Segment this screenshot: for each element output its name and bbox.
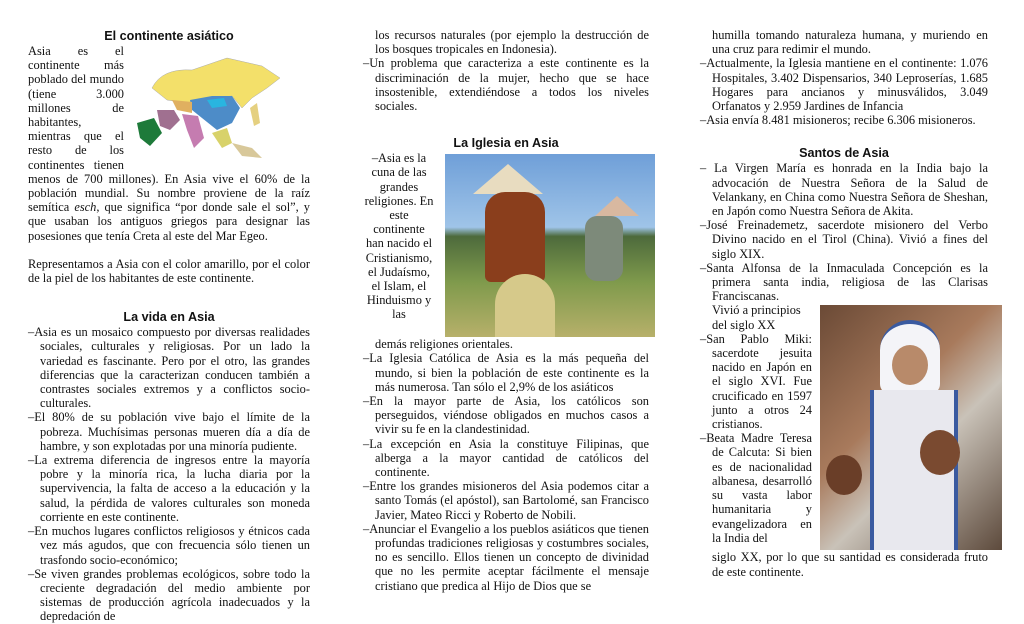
saint-item: – La Virgen María es honrada en la India bajo la advocación de Nuestra Señora de la Salud de Velankany, en China como Nuestra Señora de Sheshan, en Japón como Nuestra Señora de Akita. [700,161,988,219]
saint-item: –Santa Alfonsa de la Inmaculada Concepción es la primera santa india, religiosa de las Clarisas Franciscanas. [700,260,988,304]
continuation-text: los recursos naturales (por ejemplo la destrucción de los bosques tropicales en Indonesia). [375,28,649,57]
continuation-text: humilla tomando naturaleza humana, y muriendo en una cruz para redimir el mundo. [712,28,988,57]
religions-text: –Asia es la cuna de las grandes religiones. En este continente han nacido el Cristianismo, el Judaísmo, el Islam, el Hinduismo y las [364,151,434,322]
saint-item: –San Pablo Miki: sacerdote jesuita nacido en Japón en el siglo XVI. Fue crucificado en 1597 junto a otros 24 cristianos. [700,331,812,432]
list-item: –En muchos lugares conflictos religiosos y étnicos cada vez más agudos, que con frecuencia sólo tienen un trasfondo socio-económico; [28,524,310,567]
saint-item-end: siglo XX, por lo que su santidad es considerada fruto de este continente. [712,550,988,579]
mother-teresa-photo [820,305,1002,550]
heading-asian-continent: El continente asiático [104,29,234,43]
list-item: –Se viven grandes problemas ecológicos, sobre todo la creciente degradación del medio ambiente por sistemas de producción agrícola inadecuados y la depredación de [28,566,310,624]
list-item: –El 80% de su población vive bajo el límite de la pobreza. Muchísimas personas mueren día a día de hambre, y son explotadas por una minoría pudiente. [28,410,310,453]
intro-text: Asia es el continente más poblado del mundo (tiene 3.000 millones de habitantes, mientras que el resto de los continentes tienen menos de 700 millones). En Asia vive el 60% de la población mundial. Su nombre proviene de la raíz semítica [28,44,310,215]
color-paragraph: Representamos a Asia con el color amarillo, por el color de la piel de los habitantes de este continente. [28,256,310,286]
list-item: –La Iglesia Católica de Asia es la más pequeña del mundo, si bien la población de este continente es la más numerosa. Tan sólo el 2,9% de los asiáticos [363,351,649,394]
list-item: –En la mayor parte de Asia, los católicos son perseguidos, viéndose obligados en muchos casos a vivir su fe en la clandestinidad. [363,394,649,437]
list-item: –Asia es un mosaico compuesto por diversas realidades sociales, culturales y religiosas. Por un lado la variedad es fascinante. Pero por el otro, las grandes diferencias que la caracterizan conducen también a contrastes sociales extremos y a conflictos socio-culturales. [28,325,310,411]
intro-emphasis: esch [74,200,97,215]
heading-saints-of-asia: Santos de Asia [799,146,889,161]
saint-item: –José Freinademetz, sacerdote misionero del Verbo Divino nacido en el Tirol (China). Vivió a fines del siglo XIX. [700,218,988,261]
list-item: –Asia envía 8.481 misioneros; recibe 6.306 misioneros. [700,113,976,128]
list-item: –Actualmente, la Iglesia mantiene en el continente: 1.076 Hospitales, 3.402 Dispensarios, 340 Leproserías, 1.685 Hogares para ancianos y minusválidos, 3.049 Orfanatos y 2.959 Jardines de Infancia [700,56,988,114]
saint-item: –Beata Madre Teresa de Calcuta: Si bien es de nacionalidad albanesa, desarrolló su vasta labor humanitaria y evangelizadora en la India del [700,431,812,545]
list-item: –La extrema diferencia de ingresos entre la mayoría pobre y la minoría rica, la lucha diaria por la supervivencia, la falta de acceso a la educación y la salud, la pérdida de valores culturales son moneda corriente en este continente. [28,453,310,524]
list-item: –Un problema que caracteriza a este continente es la discriminación de la mujer, hecho que se hace insostenible, extendiéndose a todos los niveles sociales. [363,56,649,114]
column-2 [363,28,649,593]
column-1 [28,28,310,624]
asia-map-image [132,48,282,166]
list-item: –Anunciar el Evangelio a los pueblos asiáticos que tienen profundas tradiciones religiosas y costumbres sociales, no es sencillo. Ellos tienen un concepto de divinidad que no les permite aceptar fácilmente el mensaje cristiano que predica al Hijo de Dios que se [363,521,649,593]
column-3 [700,28,988,579]
heading-church-in-asia: La Iglesia en Asia [453,136,559,151]
intro-text-end: , que significa “por donde sale el sol”, y que usaban los antiguos griegos para designar las posesiones que tenía Creta al este del Mar Egeo. [28,200,310,243]
list-item: –La excepción en Asia la constituye Filipinas, que alberga a la mayor cantidad de católicos del continente. [363,436,649,480]
vivio-text: Vivió a principios del siglo XX [712,303,801,332]
heading-life-in-asia: La vida en Asia [123,310,215,325]
rice-farmers-photo [445,154,655,337]
list-item: –Entre los grandes misioneros del Asia podemos citar a santo Tomás (el apóstol), san Bartolomé, san Francisco Javier, Mateo Ricci y Roberto de Nobili. [363,479,649,522]
religions-text-end: demás religiones orientales. [375,337,513,352]
